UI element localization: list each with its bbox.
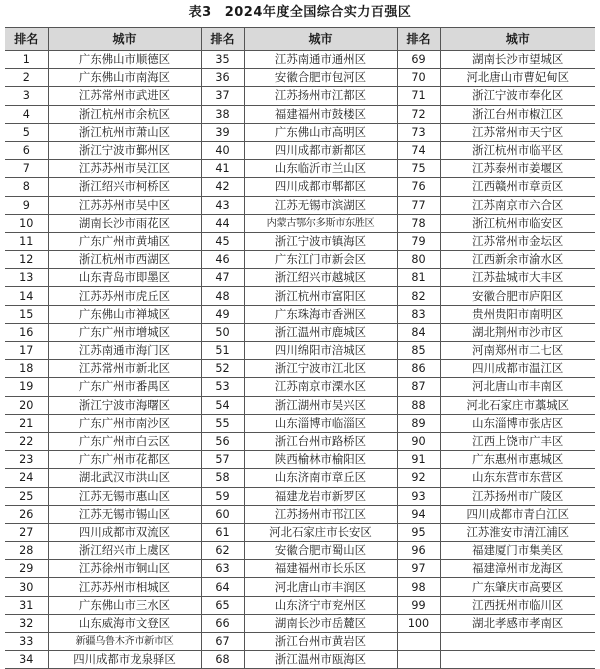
city-cell: 四川绵阳市涪城区 <box>244 342 397 360</box>
city-cell: 河北唐山市丰南区 <box>440 378 595 396</box>
city-cell: 内蒙古鄂尔多斯市东胜区 <box>244 214 397 232</box>
city-cell: 安徽合肥市包河区 <box>244 69 397 87</box>
city-cell: 福建厦门市集美区 <box>440 542 595 560</box>
table-row <box>5 305 595 323</box>
rank-cell: 39 <box>201 123 244 141</box>
rank-cell: 17 <box>5 342 48 360</box>
city-cell: 山东淄博市张店区 <box>440 414 595 432</box>
city-cell: 浙江杭州市临安区 <box>440 214 595 232</box>
city-cell: 江苏无锡市惠山区 <box>48 487 201 505</box>
caption-title: 2024年度全国综合实力百强区 <box>224 5 412 20</box>
city-cell: 江苏常州市新北区 <box>48 360 201 378</box>
rank-cell: 86 <box>397 360 440 378</box>
city-cell: 河北唐山市曹妃甸区 <box>440 69 595 87</box>
table-row <box>5 651 595 669</box>
city-cell: 广东广州市番禺区 <box>48 378 201 396</box>
city-cell: 江苏南通市通州区 <box>244 51 397 69</box>
city-cell: 浙江宁波市奉化区 <box>440 87 595 105</box>
table-row <box>5 614 595 632</box>
rank-cell: 70 <box>397 69 440 87</box>
rank-cell: 4 <box>5 105 48 123</box>
rank-cell: 64 <box>201 578 244 596</box>
rank-cell: 37 <box>201 87 244 105</box>
city-cell: 山东青岛市即墨区 <box>48 269 201 287</box>
table-row <box>5 469 595 487</box>
city-cell: 浙江杭州市余杭区 <box>48 105 201 123</box>
rank-cell: 41 <box>201 160 244 178</box>
city-cell: 江苏泰州市姜堰区 <box>440 160 595 178</box>
table-row <box>5 360 595 378</box>
table-row <box>5 396 595 414</box>
city-cell: 江西赣州市章贡区 <box>440 178 595 196</box>
rank-cell: 66 <box>201 614 244 632</box>
rank-header: 排名 <box>5 28 48 51</box>
city-header: 城市 <box>440 28 595 51</box>
city-cell: 浙江宁波市江北区 <box>244 360 397 378</box>
table-row <box>5 342 595 360</box>
rank-cell: 42 <box>201 178 244 196</box>
table-row <box>5 560 595 578</box>
rank-cell: 57 <box>201 451 244 469</box>
city-cell: 湖北荆州市沙市区 <box>440 323 595 341</box>
rank-header: 排名 <box>201 28 244 51</box>
rank-cell: 63 <box>201 560 244 578</box>
rank-cell: 73 <box>397 123 440 141</box>
city-cell: 湖南长沙市岳麓区 <box>244 614 397 632</box>
city-cell: 陕西榆林市榆阳区 <box>244 451 397 469</box>
rank-cell: 61 <box>201 523 244 541</box>
city-cell: 江西抚州市临川区 <box>440 596 595 614</box>
city-cell: 江苏无锡市滨湖区 <box>244 196 397 214</box>
city-cell: 江苏苏州市虎丘区 <box>48 287 201 305</box>
rank-cell: 97 <box>397 560 440 578</box>
rank-cell: 91 <box>397 451 440 469</box>
rank-cell: 96 <box>397 542 440 560</box>
city-cell: 广东惠州市惠城区 <box>440 451 595 469</box>
city-cell: 四川成都市温江区 <box>440 360 595 378</box>
city-cell: 浙江宁波市海曙区 <box>48 396 201 414</box>
ranking-table <box>5 27 595 669</box>
table-row <box>5 523 595 541</box>
city-cell: 江苏扬州市邗江区 <box>244 505 397 523</box>
table-row <box>5 105 595 123</box>
rank-cell: 99 <box>397 596 440 614</box>
rank-cell: 59 <box>201 487 244 505</box>
city-cell: 广东佛山市高明区 <box>244 123 397 141</box>
rank-cell: 77 <box>397 196 440 214</box>
table-row <box>5 287 595 305</box>
rank-cell: 71 <box>397 87 440 105</box>
rank-cell: 74 <box>397 141 440 159</box>
city-cell: 湖北武汉市洪山区 <box>48 469 201 487</box>
table-row <box>5 596 595 614</box>
city-cell: 福建福州市鼓楼区 <box>244 105 397 123</box>
rank-cell: 10 <box>5 214 48 232</box>
table-row <box>5 160 595 178</box>
table-row <box>5 123 595 141</box>
city-cell: 江西上饶市广丰区 <box>440 432 595 450</box>
city-cell: 广东广州市白云区 <box>48 432 201 450</box>
city-cell: 贵州贵阳市南明区 <box>440 305 595 323</box>
city-cell: 山东临沂市兰山区 <box>244 160 397 178</box>
city-cell: 安徽合肥市蜀山区 <box>244 542 397 560</box>
city-cell: 广东广州市南沙区 <box>48 414 201 432</box>
rank-cell: 50 <box>201 323 244 341</box>
rank-cell: 90 <box>397 432 440 450</box>
empty-cell <box>397 651 440 669</box>
city-cell: 江苏常州市天宁区 <box>440 123 595 141</box>
rank-cell: 3 <box>5 87 48 105</box>
table-row <box>5 269 595 287</box>
rank-cell: 30 <box>5 578 48 596</box>
rank-cell: 23 <box>5 451 48 469</box>
city-cell: 江苏扬州市广陵区 <box>440 487 595 505</box>
table-caption <box>0 0 600 25</box>
table-row <box>5 633 595 651</box>
table-row <box>5 323 595 341</box>
city-cell: 浙江绍兴市上虞区 <box>48 542 201 560</box>
table-row <box>5 214 595 232</box>
rank-cell: 98 <box>397 578 440 596</box>
rank-cell: 7 <box>5 160 48 178</box>
city-cell: 福建龙岩市新罗区 <box>244 487 397 505</box>
rank-cell: 34 <box>5 651 48 669</box>
rank-cell: 54 <box>201 396 244 414</box>
rank-cell: 13 <box>5 269 48 287</box>
city-cell: 江苏淮安市清江浦区 <box>440 523 595 541</box>
city-cell: 浙江温州市瓯海区 <box>244 651 397 669</box>
rank-cell: 85 <box>397 342 440 360</box>
rank-cell: 15 <box>5 305 48 323</box>
rank-cell: 62 <box>201 542 244 560</box>
table-row <box>5 69 595 87</box>
city-cell: 新疆乌鲁木齐市新市区 <box>48 633 201 651</box>
rank-cell: 88 <box>397 396 440 414</box>
table-row <box>5 414 595 432</box>
city-cell: 浙江绍兴市越城区 <box>244 269 397 287</box>
table-row <box>5 196 595 214</box>
city-header: 城市 <box>244 28 397 51</box>
city-cell: 四川成都市双流区 <box>48 523 201 541</box>
city-cell: 福建福州市长乐区 <box>244 560 397 578</box>
rank-cell: 21 <box>5 414 48 432</box>
empty-cell <box>397 633 440 651</box>
rank-cell: 1 <box>5 51 48 69</box>
rank-cell: 31 <box>5 596 48 614</box>
city-cell: 湖北孝感市孝南区 <box>440 614 595 632</box>
city-cell: 山东淄博市临淄区 <box>244 414 397 432</box>
rank-cell: 65 <box>201 596 244 614</box>
rank-cell: 46 <box>201 251 244 269</box>
city-cell: 浙江宁波市鄞州区 <box>48 141 201 159</box>
city-cell: 浙江杭州市西湖区 <box>48 251 201 269</box>
table-row <box>5 141 595 159</box>
rank-cell: 20 <box>5 396 48 414</box>
city-cell: 广东广州市黄埔区 <box>48 232 201 250</box>
city-header: 城市 <box>48 28 201 51</box>
table-row <box>5 178 595 196</box>
rank-cell: 19 <box>5 378 48 396</box>
city-cell: 广东肇庆市高要区 <box>440 578 595 596</box>
rank-cell: 80 <box>397 251 440 269</box>
city-cell: 江苏常州市武进区 <box>48 87 201 105</box>
city-cell: 广东佛山市顺德区 <box>48 51 201 69</box>
rank-cell: 8 <box>5 178 48 196</box>
city-cell: 四川成都市新都区 <box>244 141 397 159</box>
city-cell: 四川成都市青白江区 <box>440 505 595 523</box>
city-cell: 河北唐山市丰润区 <box>244 578 397 596</box>
rank-header: 排名 <box>397 28 440 51</box>
city-cell: 浙江绍兴市柯桥区 <box>48 178 201 196</box>
table-row <box>5 487 595 505</box>
city-cell: 广东佛山市禅城区 <box>48 305 201 323</box>
rank-cell: 79 <box>397 232 440 250</box>
city-cell: 江苏苏州市相城区 <box>48 578 201 596</box>
rank-cell: 40 <box>201 141 244 159</box>
empty-cell <box>440 633 595 651</box>
city-cell: 江苏南京市六合区 <box>440 196 595 214</box>
city-cell: 广东广州市花都区 <box>48 451 201 469</box>
city-cell: 江苏无锡市锡山区 <box>48 505 201 523</box>
city-cell: 江苏南通市海门区 <box>48 342 201 360</box>
city-cell: 湖南长沙市雨花区 <box>48 214 201 232</box>
city-cell: 浙江湖州市吴兴区 <box>244 396 397 414</box>
table-row <box>5 578 595 596</box>
rank-cell: 43 <box>201 196 244 214</box>
rank-cell: 87 <box>397 378 440 396</box>
rank-cell: 93 <box>397 487 440 505</box>
rank-cell: 24 <box>5 469 48 487</box>
city-cell: 广东珠海市香洲区 <box>244 305 397 323</box>
rank-cell: 67 <box>201 633 244 651</box>
rank-cell: 11 <box>5 232 48 250</box>
rank-cell: 27 <box>5 523 48 541</box>
header-row <box>5 28 595 51</box>
city-cell: 山东东营市东营区 <box>440 469 595 487</box>
city-cell: 浙江杭州市富阳区 <box>244 287 397 305</box>
rank-cell: 95 <box>397 523 440 541</box>
rank-cell: 55 <box>201 414 244 432</box>
city-cell: 江苏苏州市吴江区 <box>48 160 201 178</box>
rank-cell: 75 <box>397 160 440 178</box>
table-row <box>5 51 595 69</box>
table-body <box>5 51 595 669</box>
rank-cell: 56 <box>201 432 244 450</box>
city-cell: 江苏苏州市吴中区 <box>48 196 201 214</box>
rank-cell: 36 <box>201 69 244 87</box>
rank-cell: 12 <box>5 251 48 269</box>
rank-cell: 82 <box>397 287 440 305</box>
rank-cell: 28 <box>5 542 48 560</box>
city-cell: 浙江宁波市镇海区 <box>244 232 397 250</box>
rank-cell: 2 <box>5 69 48 87</box>
rank-cell: 94 <box>397 505 440 523</box>
city-cell: 广东广州市增城区 <box>48 323 201 341</box>
rank-cell: 49 <box>201 305 244 323</box>
table-row <box>5 542 595 560</box>
rank-cell: 29 <box>5 560 48 578</box>
rank-cell: 83 <box>397 305 440 323</box>
city-cell: 江西新余市渝水区 <box>440 251 595 269</box>
city-cell: 广东佛山市三水区 <box>48 596 201 614</box>
city-cell: 山东威海市文登区 <box>48 614 201 632</box>
rank-cell: 32 <box>5 614 48 632</box>
city-cell: 福建漳州市龙海区 <box>440 560 595 578</box>
table-row <box>5 232 595 250</box>
city-cell: 江苏徐州市铜山区 <box>48 560 201 578</box>
rank-cell: 72 <box>397 105 440 123</box>
rank-cell: 69 <box>397 51 440 69</box>
city-cell: 浙江台州市路桥区 <box>244 432 397 450</box>
rank-cell: 60 <box>201 505 244 523</box>
table-row <box>5 505 595 523</box>
city-cell: 江苏南京市溧水区 <box>244 378 397 396</box>
city-cell: 湖南长沙市望城区 <box>440 51 595 69</box>
rank-cell: 33 <box>5 633 48 651</box>
rank-cell: 84 <box>397 323 440 341</box>
city-cell: 浙江杭州市萧山区 <box>48 123 201 141</box>
rank-cell: 22 <box>5 432 48 450</box>
rank-cell: 53 <box>201 378 244 396</box>
rank-cell: 47 <box>201 269 244 287</box>
city-cell: 浙江杭州市临平区 <box>440 141 595 159</box>
rank-cell: 100 <box>397 614 440 632</box>
rank-cell: 92 <box>397 469 440 487</box>
rank-cell: 48 <box>201 287 244 305</box>
rank-cell: 76 <box>397 178 440 196</box>
rank-cell: 6 <box>5 141 48 159</box>
city-cell: 山东济南市章丘区 <box>244 469 397 487</box>
city-cell: 安徽合肥市庐阳区 <box>440 287 595 305</box>
rank-cell: 38 <box>201 105 244 123</box>
rank-cell: 18 <box>5 360 48 378</box>
city-cell: 河北石家庄市长安区 <box>244 523 397 541</box>
city-cell: 浙江温州市鹿城区 <box>244 323 397 341</box>
caption-label: 表3 <box>188 5 212 20</box>
city-cell: 河南郑州市二七区 <box>440 342 595 360</box>
rank-cell: 9 <box>5 196 48 214</box>
table-row <box>5 451 595 469</box>
rank-cell: 5 <box>5 123 48 141</box>
rank-cell: 81 <box>397 269 440 287</box>
city-cell: 四川成都市郫都区 <box>244 178 397 196</box>
table-row <box>5 378 595 396</box>
rank-cell: 68 <box>201 651 244 669</box>
city-cell: 浙江台州市黄岩区 <box>244 633 397 651</box>
city-cell: 广东江门市新会区 <box>244 251 397 269</box>
city-cell: 浙江台州市椒江区 <box>440 105 595 123</box>
rank-cell: 14 <box>5 287 48 305</box>
rank-cell: 58 <box>201 469 244 487</box>
rank-cell: 51 <box>201 342 244 360</box>
city-cell: 江苏盐城市大丰区 <box>440 269 595 287</box>
rank-cell: 78 <box>397 214 440 232</box>
table-row <box>5 432 595 450</box>
rank-cell: 44 <box>201 214 244 232</box>
rank-cell: 89 <box>397 414 440 432</box>
rank-cell: 52 <box>201 360 244 378</box>
city-cell: 河北石家庄市藁城区 <box>440 396 595 414</box>
city-cell: 山东济宁市兖州区 <box>244 596 397 614</box>
table-row <box>5 87 595 105</box>
city-cell: 江苏扬州市江都区 <box>244 87 397 105</box>
rank-cell: 16 <box>5 323 48 341</box>
city-cell: 广东佛山市南海区 <box>48 69 201 87</box>
city-cell: 四川成都市龙泉驿区 <box>48 651 201 669</box>
rank-cell: 45 <box>201 232 244 250</box>
city-cell: 江苏常州市金坛区 <box>440 232 595 250</box>
rank-cell: 35 <box>201 51 244 69</box>
empty-cell <box>440 651 595 669</box>
rank-cell: 26 <box>5 505 48 523</box>
rank-cell: 25 <box>5 487 48 505</box>
table-row <box>5 251 595 269</box>
